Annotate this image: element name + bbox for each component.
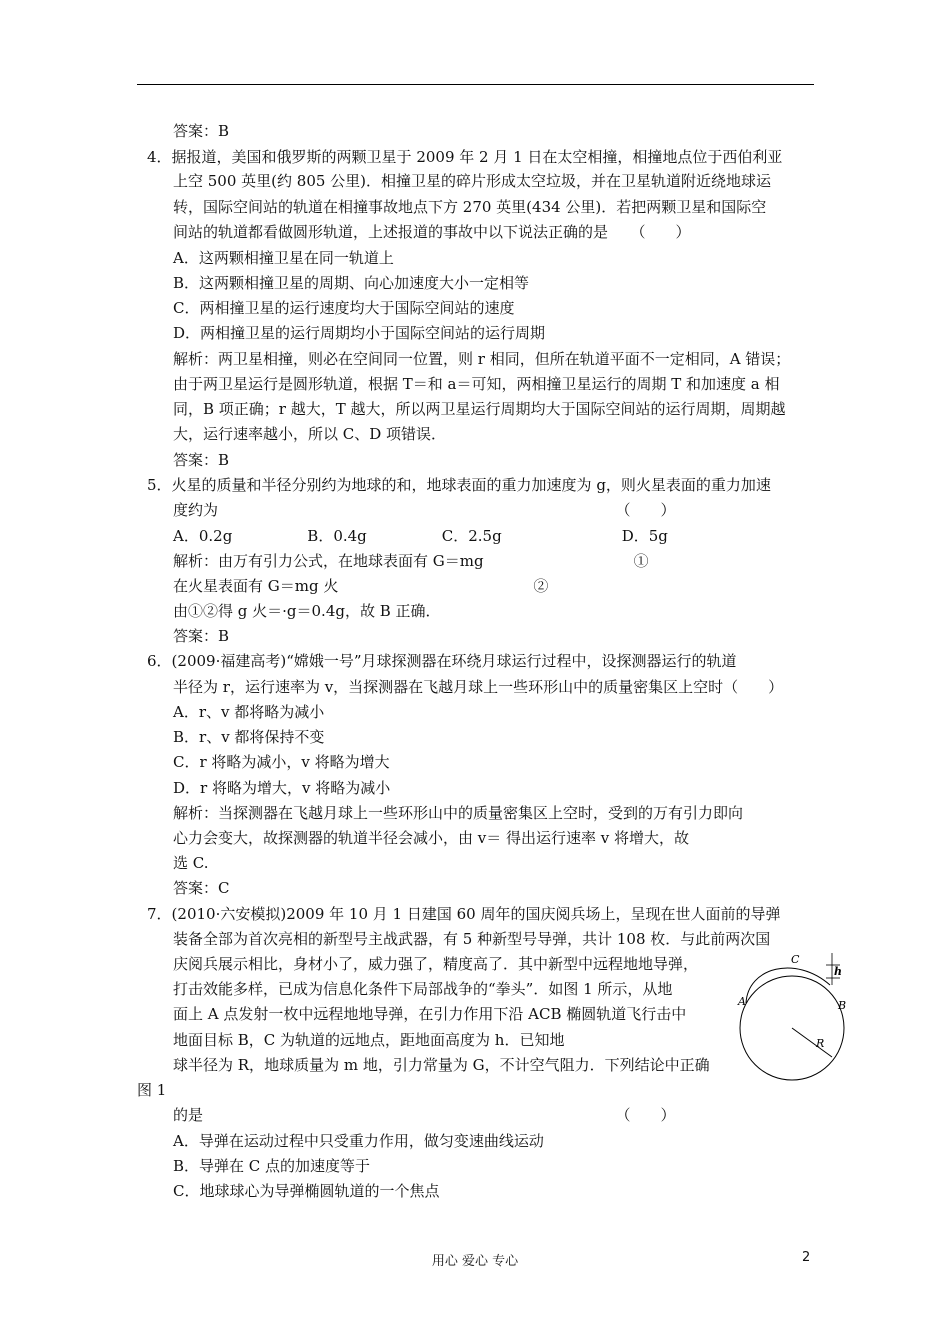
label-h: h [834, 965, 842, 978]
text-line: C．两相撞卫星的运行速度均大于国际空间站的速度 [173, 299, 515, 317]
text-line: 答案：B [173, 627, 230, 645]
text-line: 同，B 项正确；r 越大，T 越大，所以两卫星运行周期均大于国际空间站的运行周期，周期越 [173, 400, 786, 418]
text-line: 上空 500 英里(约 805 公里)．相撞卫星的碎片形成太空垃圾，并在卫星轨道附近绕地球运 [173, 172, 772, 190]
text-line: 4．据报道，美国和俄罗斯的两颗卫星于 2009 年 2 月 1 日在太空相撞，相撞地点位于西伯利亚 [147, 148, 783, 166]
radius-line [792, 1028, 832, 1057]
text-line: 由①②得 g 火＝·g＝0.4g，故 B 正确． [173, 602, 441, 620]
text-line: 选 C. [173, 854, 209, 872]
text-line: D．r 将略为增大，v 将略为减小 [173, 779, 391, 797]
text-line: 答案：C [173, 879, 230, 897]
footer-text: 用心 爱心 专心 [431, 1254, 519, 1269]
text-line: A．这两颗相撞卫星在同一轨道上 [173, 249, 394, 267]
text-line: 地面目标 B，C 为轨道的远地点，距地面高度为 h．已知地 [173, 1031, 565, 1049]
text-line: C．地球球心为导弹椭圆轨道的一个焦点 [173, 1182, 440, 1200]
text-line: 打击效能多样，已成为信息化条件下局部战争的“拳头”．如图 1 所示，从地 [173, 980, 673, 998]
text-line: 解析：由万有引力公式，在地球表面有 G＝mg ① [173, 552, 649, 570]
page-number: 2 [802, 1250, 811, 1265]
label-b: B [838, 999, 846, 1012]
figure-caption: 图 1 [137, 1081, 167, 1099]
text-line: 间站的轨道都看做圆形轨道，上述报道的事故中以下说法正确的是 （ ） [173, 223, 691, 241]
text-line: 答案：B [173, 122, 230, 140]
text-line: D．两相撞卫星的运行周期均小于国际空间站的运行周期 [173, 324, 546, 342]
text-line: 7．(2010·六安模拟)2009 年 10 月 1 日建国 60 周年的国庆阅兵场上，呈现在世人面前的导弹 [147, 905, 781, 923]
text-line: C．r 将略为减小，v 将略为增大 [173, 753, 390, 771]
text-line: B．r、v 都将保持不变 [173, 728, 325, 746]
label-r: R [816, 1037, 825, 1050]
text-line: 大，运行速率越小，所以 C、D 项错误． [173, 425, 447, 443]
text-line: A．0.2g B．0.4g C．2.5g D．5g [173, 527, 668, 545]
orbit-arc [746, 968, 830, 1003]
text-line: 解析：两卫星相撞，则必在空间同一位置，则 r 相同，但所在轨道平面不一定相同，A 错误； [173, 350, 791, 368]
header-rule [137, 84, 814, 85]
text-line: 解析：当探测器在飞越月球上一些环形山中的质量密集区上空时，受到的万有引力即向 [173, 804, 744, 822]
text-line: 球半径为 R，地球质量为 m 地，引力常量为 G，不计空气阻力．下列结论中正确 [173, 1056, 710, 1074]
text-line: 转，国际空间站的轨道在相撞事故地点下方 270 英里(434 公里)．若把两颗卫星和国际空 [173, 198, 767, 216]
text-line: 半径为 r，运行速率为 v，当探测器在飞越月球上一些环形山中的质量密集区上空时（ ） [173, 678, 784, 696]
text-line: 在火星表面有 G＝mg 火 ② [173, 577, 549, 595]
text-line: 的是 （ ） [173, 1106, 676, 1124]
text-line: 5．火星的质量和半径分别约为地球的和，地球表面的重力加速度为 g，则火星表面的重力加速 [147, 476, 771, 494]
text-line: B．这两颗相撞卫星的周期、向心加速度大小一定相等 [173, 274, 530, 292]
orbit-figure [736, 945, 846, 1095]
text-line: 由于两卫星运行是圆形轨道，根据 T＝和 a＝可知，两相撞卫星运行的周期 T 和加速度 a 相 [173, 375, 780, 393]
text-line: 面上 A 点发射一枚中远程地地导弹，在引力作用下沿 ACB 椭圆轨道飞行击中 [173, 1005, 687, 1023]
label-c: C [791, 953, 800, 966]
label-a: A [738, 995, 746, 1008]
text-line: 6．(2009·福建高考)“嫦娥一号”月球探测器在环绕月球运行过程中，设探测器运行的轨道 [147, 652, 737, 670]
text-line: 装备全部为首次亮相的新型号主战武器，有 5 种新型号导弹，共计 108 枚．与此前两次国 [173, 930, 771, 948]
text-line: 庆阅兵展示相比，身材小了，威力强了，精度高了．其中新型中远程地地导弹， [173, 955, 699, 973]
text-line: 答案：B [173, 451, 230, 469]
text-line: A．r、v 都将略为减小 [173, 703, 325, 721]
text-line: 度约为 （ ） [173, 501, 676, 519]
text-line: A．导弹在运动过程中只受重力作用，做匀变速曲线运动 [173, 1132, 544, 1150]
text-line: 心力会变大，故探测器的轨道半径会减小，由 v＝ 得出运行速率 v 将增大，故 [173, 829, 690, 847]
text-line: B．导弹在 C 点的加速度等于 [173, 1157, 371, 1175]
